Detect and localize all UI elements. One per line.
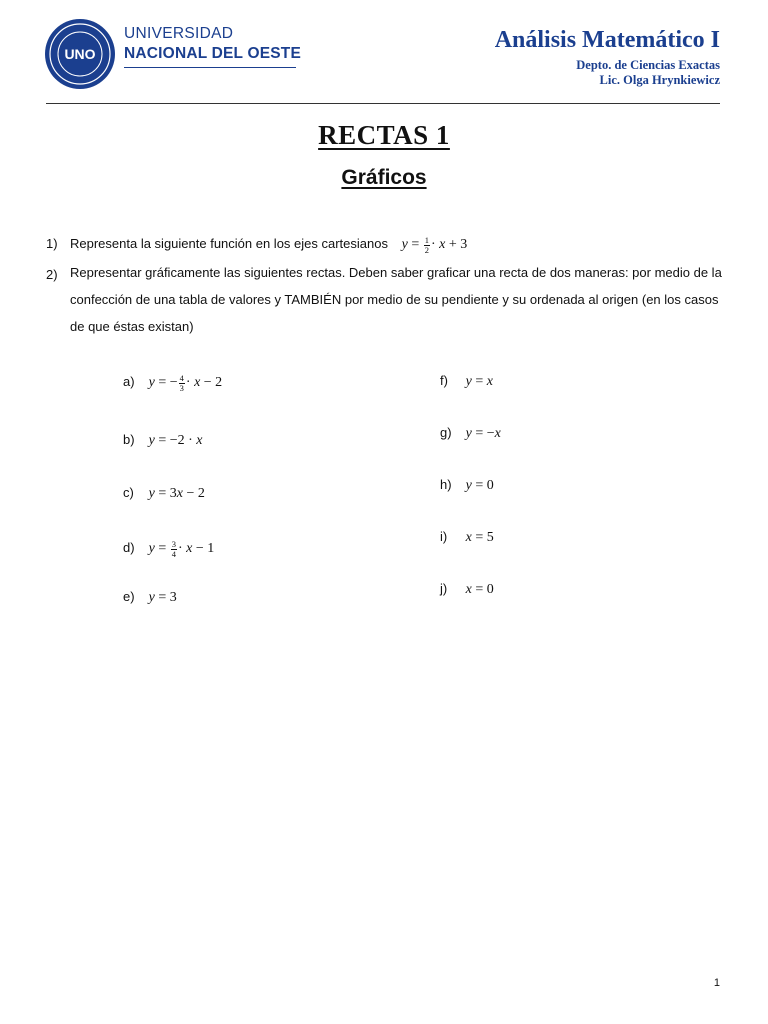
item-number-2: 2) [46, 267, 58, 282]
department: Depto. de Ciencias Exactas [576, 58, 720, 72]
exercise-label: d) [123, 540, 135, 556]
exercise-label: b) [123, 432, 135, 447]
header-divider [46, 103, 720, 104]
exercise-d: d) y = $\frac{3}{4}$ · x − 1 [123, 539, 215, 559]
exercise-i: i) x = 5 [440, 529, 494, 545]
university-underline [124, 67, 296, 68]
course-title: Análisis Matemático I [494, 27, 720, 53]
exercise-j: j) x = 0 [440, 581, 494, 597]
exercise-label: j) [440, 581, 448, 596]
exercise-label: i) [440, 529, 448, 544]
function-formula: y = $\frac{1}{2}$ · x + 3 [401, 235, 468, 255]
exercise-label: f) [440, 373, 448, 388]
item-text-2: Representar gráficamente las siguientes rectas. Deben saber graficar una recta de dos maneras: por medio de la confección de una tabla de valores y TAMBIÉN por medio de su pendiente y su ordenada al origen (en los casos de que éstas existan) [70, 265, 722, 334]
exercise-label: h) [440, 477, 452, 492]
exercise-h: h) y = 0 [440, 477, 494, 493]
page-number: 1 [713, 977, 720, 989]
item-text-1 [70, 236, 467, 254]
exercise-g: g) y = −x [440, 425, 501, 441]
item-number-1: 1) [46, 236, 58, 251]
exercise-label: e) [123, 589, 135, 604]
university-logo [44, 18, 116, 90]
exercise-label: g) [440, 425, 452, 440]
university-line1: UNIVERSIDAD [124, 25, 234, 42]
exercise-e: e) y = 3 [123, 589, 177, 605]
page-title: RECTAS 1 [318, 120, 450, 150]
page-subtitle: Gráficos [341, 166, 427, 189]
exercise-b: b) y = −2 · x [123, 432, 203, 448]
exercise-label: a) [123, 374, 135, 390]
university-line2: NACIONAL DEL OESTE [124, 44, 301, 62]
item-1-statement: Representa la siguiente función en los ejes cartesianos [70, 236, 388, 252]
exercise-f: f) y = x [440, 373, 493, 389]
course-info [495, 28, 720, 88]
exercise-label: c) [123, 485, 134, 500]
teacher-name: Lic. Olga Hrynkiewicz [599, 73, 720, 87]
university-name [124, 26, 301, 61]
exercise-a: a) y = − $\frac{4}{3}$ · x − 2 [123, 373, 223, 393]
exercise-c: c) y = 3x − 2 [123, 485, 205, 501]
logo-text: UNO [64, 46, 96, 62]
